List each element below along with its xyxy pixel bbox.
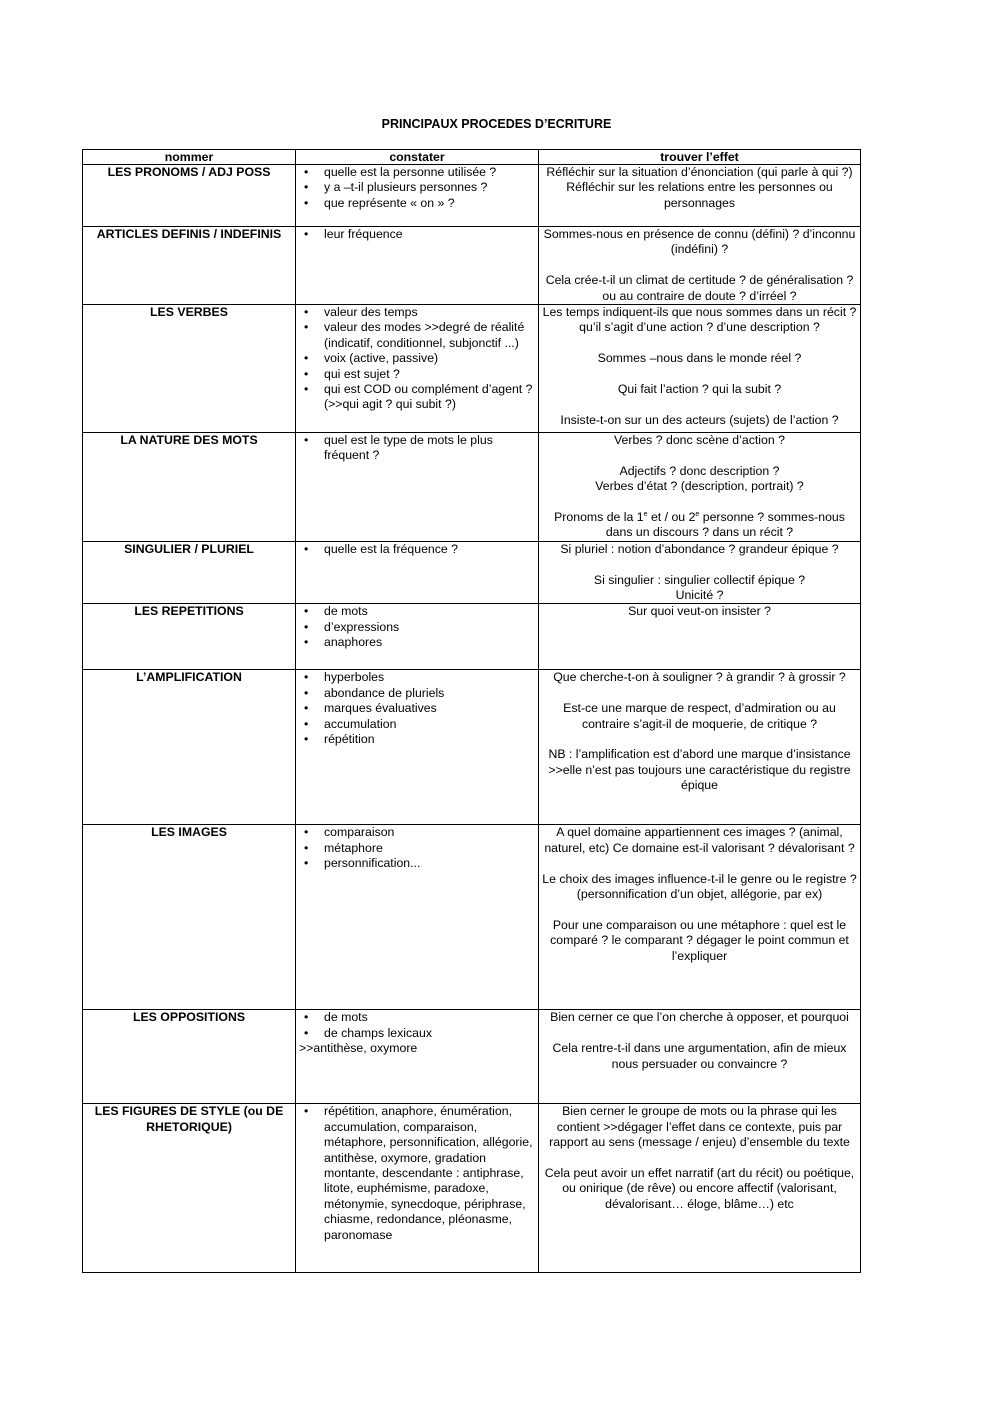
row-effect (539, 227, 861, 305)
row-effect (539, 165, 861, 227)
row-effect (539, 305, 861, 433)
row-name: LES OPPOSITIONS (83, 1010, 296, 1104)
document-title: PRINCIPAUX PROCEDES D’ECRITURE (381, 117, 612, 131)
row-observe (296, 227, 539, 305)
table-row (83, 165, 861, 227)
header-nommer: nommer (83, 150, 296, 165)
row-name: LES VERBES (83, 305, 296, 433)
list-item: • qui est COD ou complément d’agent ? (>>qui agit ? qui subit ?) (299, 382, 535, 413)
list-item: • valeur des modes >>degré de réalité (indicatif, conditionnel, subjonctif ...) (299, 320, 535, 351)
list-item: • répétition (299, 732, 535, 747)
effect-line: Bien cerner le groupe de mots ou la phrase qui les contient >>dégager l’effet dans ce contexte, puis par rapport au sens (message / enjeu) d’ensemble du texte (549, 1104, 850, 1150)
effect-line-pronoms (542, 510, 857, 541)
list-item: • de mots (299, 1010, 535, 1025)
list-item: • valeur des temps (299, 305, 535, 320)
row-name: LES PRONOMS / ADJ POSS (83, 165, 296, 227)
header-constater: constater (296, 150, 539, 165)
list-item: • de mots (299, 604, 535, 619)
list-item: • de champs lexicaux (299, 1026, 535, 1041)
effect-line: Verbes ? donc scène d’action ? (614, 433, 785, 448)
effect-gap (542, 1026, 857, 1041)
table-row (83, 305, 861, 433)
effect-line: Est-ce une marque de respect, d’admiration ou au contraire s’agit-il de moquerie, de critique ? (563, 701, 836, 731)
row-observe (296, 1010, 539, 1104)
observe-note: >>antithèse, oxymore (299, 1041, 418, 1056)
effect-line: Sommes –nous dans le monde réel ? (597, 351, 802, 366)
list-item: • quelle est la personne utilisée ? (299, 165, 535, 180)
row-name: LES FIGURES DE STYLE (ou DE RHETORIQUE) (83, 1104, 296, 1273)
pronoms-sup-1: e (643, 510, 648, 518)
list-item: • quelle est la fréquence ? (299, 542, 535, 557)
procedes-table (82, 149, 861, 1273)
list-item: • marques évaluatives (299, 701, 535, 716)
row-effect (539, 670, 861, 825)
effect-gap (542, 686, 857, 701)
effect-gap (542, 902, 857, 917)
effect-line: Que cherche-t-on à souligner ? à grandir ? à grossir ? (553, 670, 846, 685)
row-observe (296, 541, 539, 604)
list-item: • y a –t-il plusieurs personnes ? (299, 180, 535, 195)
table-row (83, 227, 861, 305)
list-item: • hyperboles (299, 670, 535, 685)
table-row (83, 1104, 861, 1273)
effect-line: Sommes-nous en présence de connu (défini) ? d’inconnu (indéfini) ? (543, 227, 856, 257)
effect-gap (542, 1151, 857, 1166)
list-item: • personnification... (299, 856, 535, 871)
row-effect (539, 825, 861, 1010)
effect-line: Pour une comparaison ou une métaphore : quel est le comparé ? le comparant ? dégager le point commun et l’expliquer (550, 917, 849, 963)
row-name: LES REPETITIONS (83, 604, 296, 670)
effect-line: Réfléchir sur la situation d’énonciation (qui parle à qui ?) (546, 165, 853, 179)
effect-line: Réfléchir sur les relations entre les personnes ou personnages (566, 180, 833, 210)
row-observe (296, 670, 539, 825)
list-item: • accumulation (299, 717, 535, 732)
effect-line: Sur quoi veut-on insister ? (628, 604, 771, 619)
list-item: • quel est le type de mots le plus fréquent ? (299, 433, 535, 464)
effect-line: Cela crée-t-il un climat de certitude ? de généralisation ? ou au contraire de doute ? d’irréel ? (545, 273, 854, 303)
effect-line: Qui fait l’action ? qui la subit ? (617, 382, 782, 397)
row-observe (296, 305, 539, 433)
row-name: LES IMAGES (83, 825, 296, 1010)
effect-gap (542, 397, 857, 412)
table-row (83, 1010, 861, 1104)
row-effect (539, 1010, 861, 1104)
effect-line: Adjectifs ? donc description ? (619, 463, 780, 478)
list-item: • que représente « on » ? (299, 196, 535, 211)
row-effect (539, 1104, 861, 1273)
effect-gap (542, 258, 857, 273)
table-row (83, 433, 861, 542)
effect-line: Cela rentre-t-il dans une argumentation, afin de mieux nous persuader ou convaincre ? (552, 1041, 847, 1071)
row-effect (539, 604, 861, 670)
header-row (83, 150, 861, 165)
effect-line: NB : l’amplification est d’abord une marque d’insistance >>elle n’est pas toujours une caractéristique du registre épique (548, 747, 851, 793)
row-observe (296, 1104, 539, 1273)
effect-gap (542, 336, 857, 351)
effect-line: Unicité ? (675, 588, 724, 603)
effect-line: Le choix des images influence-t-il le genre ou le registre ? (personnification d’un objet, allégorie, par ex) (542, 871, 857, 902)
effect-line: Insiste-t-on sur un des acteurs (sujets) de l’action ? (560, 412, 839, 427)
table-row (83, 825, 861, 1010)
list-item: • d’expressions (299, 620, 535, 635)
effect-gap (542, 732, 857, 747)
list-item: • anaphores (299, 635, 535, 650)
row-observe (296, 825, 539, 1010)
pronoms-text-c: personne ? sommes-nous dans un discours ? dans un récit ? (605, 510, 845, 540)
row-name: SINGULIER / PLURIEL (83, 541, 296, 604)
list-item: • métaphore (299, 841, 535, 856)
effect-gap (542, 448, 857, 463)
list-item: • comparaison (299, 825, 535, 840)
effect-line: Si pluriel : notion d’abondance ? grandeur épique ? (560, 541, 839, 556)
row-effect (539, 541, 861, 604)
effect-gap (542, 557, 857, 572)
list-item: • répétition, anaphore, énumération, accumulation, comparaison, métaphore, personnification, allégorie, antithèse, oxymore, gradation montante, descendante : antiphrase, litote, euphémisme, paradoxe, métonymie, synecdoque, périphrase, chiasme, redondance, pléonasme, paronomase (299, 1104, 535, 1243)
list-item: • qui est sujet ? (299, 367, 535, 382)
header-trouver-effet: trouver l’effet (539, 150, 861, 165)
row-name: LA NATURE DES MOTS (83, 433, 296, 542)
row-effect (539, 433, 861, 542)
effect-line: A quel domaine appartiennent ces images ? (animal, naturel, etc) Ce domaine est-il valorisant ? dévalorisant ? (544, 825, 855, 855)
row-observe (296, 433, 539, 542)
row-name: ARTICLES DEFINIS / INDEFINIS (83, 227, 296, 305)
pronoms-text-b: et / ou 2 (647, 510, 696, 525)
effect-gap (542, 856, 857, 871)
row-observe (296, 165, 539, 227)
table-row (83, 670, 861, 825)
table-row (83, 541, 861, 604)
pronoms-text-a: Pronoms de la 1 (554, 510, 644, 525)
effect-gap (542, 495, 857, 510)
effect-line: Si singulier : singulier collectif épique ? (593, 572, 806, 587)
list-item: • voix (active, passive) (299, 351, 535, 366)
effect-line: Les temps indiquent-ils que nous sommes dans un récit ? qu’il s’agit d’une action ? d’une description ? (542, 305, 857, 335)
table-row (83, 604, 861, 670)
row-observe (296, 604, 539, 670)
effect-line: Bien cerner ce que l’on cherche à opposer, et pourquoi (550, 1010, 849, 1025)
effect-gap (542, 367, 857, 382)
row-name: L’AMPLIFICATION (83, 670, 296, 825)
effect-line: Cela peut avoir un effet narratif (art du récit) ou poétique, ou onirique (de rêve) ou encore affectif (valorisant, dévalorisant… éloge, blâme…) etc (544, 1166, 855, 1211)
list-item: • abondance de pluriels (299, 686, 535, 701)
effect-line: Verbes d’état ? (description, portrait) ? (595, 479, 804, 494)
list-item: • leur fréquence (299, 227, 535, 242)
pronoms-sup-2: e (695, 510, 700, 518)
